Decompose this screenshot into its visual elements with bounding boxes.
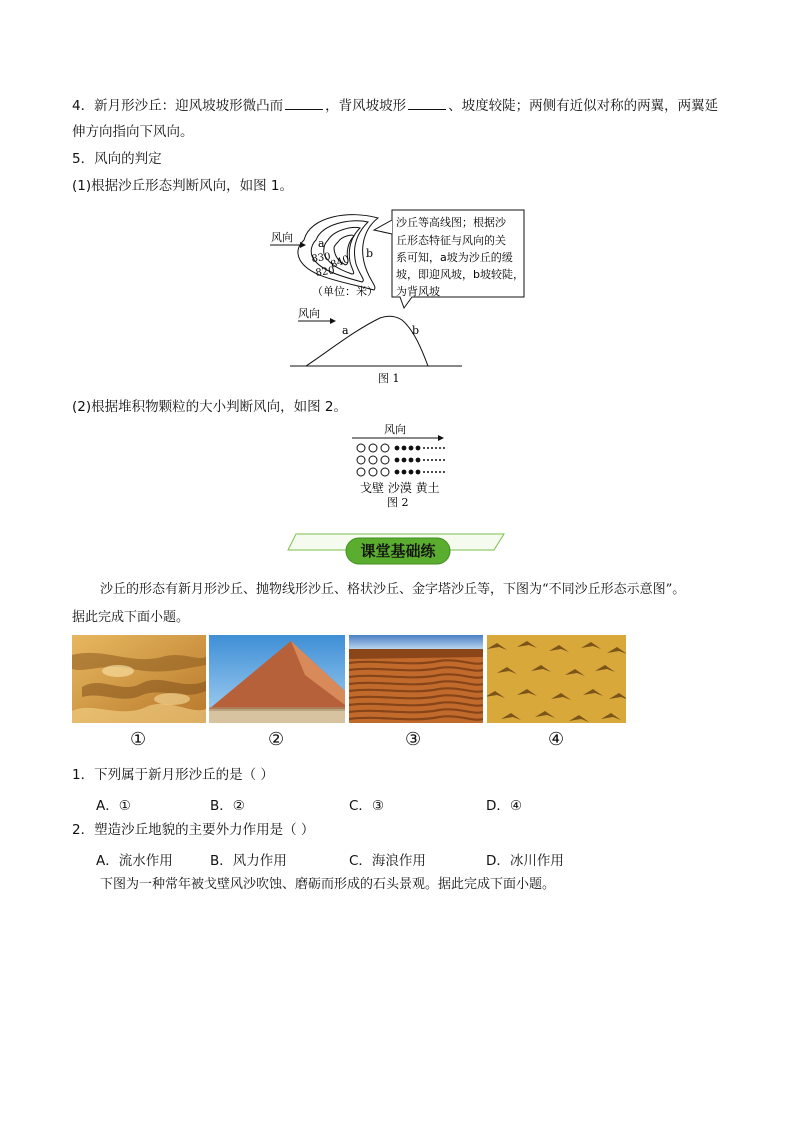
figure-2-wind-label: 风向 [384, 423, 406, 436]
question-1-stem: 1．下列属于新月形沙丘的是（ ） [72, 767, 274, 783]
grain-grid [357, 444, 445, 476]
item-2-text: (2)根据堆积物颗粒的大小判断风向，如图 2。 [72, 399, 348, 415]
question-1-option-a[interactable]: A．① [96, 798, 131, 814]
loess-grain [427, 471, 429, 473]
gravel-grain [369, 468, 377, 476]
dune-photo-3 [349, 635, 483, 723]
gravel-grain [369, 456, 377, 464]
loess-grain [435, 447, 437, 449]
point-4-line-2: 伸方向指向下风向。 [72, 124, 194, 140]
loess-grain [431, 447, 433, 449]
photo-label-1: ① [130, 729, 147, 750]
dune-photo-1 [72, 635, 206, 723]
point-5-heading: 5．风向的判定 [72, 151, 162, 167]
loess-grain [427, 459, 429, 461]
sand-grain [395, 458, 400, 463]
callout-line-4: 坡，即迎风坡，b坡较陡， [396, 268, 524, 281]
sand-grain [402, 446, 407, 451]
loess-grain [443, 471, 445, 473]
sand-grain [409, 446, 414, 451]
photo-label-2: ② [268, 729, 285, 750]
figure-2 [0, 420, 794, 510]
sand-grain [409, 458, 414, 463]
section-title: 课堂基础练 [360, 542, 436, 560]
loess-grain [431, 471, 433, 473]
sand-grain [416, 446, 421, 451]
callout-line-1: 沙丘等高线图；根据沙 [396, 216, 506, 229]
figure-1 [0, 200, 794, 400]
sand-grain [395, 470, 400, 475]
point-4-text-b: ，背风坡坡形 [325, 98, 407, 114]
gravel-grain [357, 444, 365, 452]
passage-2-line-1: 下图为一种常年被戈壁风沙吹蚀、磨砺而形成的石头景观。据此完成下面小题。 [100, 877, 556, 892]
loess-grain [443, 447, 445, 449]
figure-1-caption: 图 1 [378, 372, 400, 385]
fill-blank-2[interactable] [408, 97, 446, 110]
gravel-grain [381, 444, 389, 452]
sand-grain [402, 458, 407, 463]
gravel-grain [381, 468, 389, 476]
loess-grain [423, 471, 425, 473]
loess-grain [443, 459, 445, 461]
wind-label-bottom: 风向 [298, 307, 320, 320]
photo-label-3: ③ [405, 729, 422, 750]
loess-grain [423, 447, 425, 449]
sand-grain [416, 458, 421, 463]
contour-label-b: b [366, 247, 374, 260]
question-1-option-d[interactable]: D．④ [486, 798, 522, 814]
fill-blank-1[interactable] [285, 97, 323, 110]
callout-line-3: 系可知，a坡为沙丘的缓 [396, 251, 513, 264]
photo-label-4: ④ [548, 729, 565, 750]
contour-label-830: 830 [310, 251, 332, 265]
dune-photo-4 [487, 635, 626, 723]
question-2-option-c[interactable]: C．海浪作用 [349, 853, 426, 869]
callout-line-2: 丘形态特征与风向的关 [396, 234, 506, 247]
question-2-option-a[interactable]: A．流水作用 [96, 853, 173, 869]
sand-grain [416, 470, 421, 475]
sand-grain [395, 446, 400, 451]
loess-grain [427, 447, 429, 449]
gravel-grain [381, 456, 389, 464]
contour-label-a: a [318, 237, 325, 250]
figure-2-caption: 图 2 [387, 496, 409, 509]
question-2-option-b[interactable]: B．风力作用 [210, 853, 287, 869]
gravel-grain [357, 468, 365, 476]
passage-1-line-2: 据此完成下面小题。 [72, 610, 190, 625]
sand-grain [402, 470, 407, 475]
loess-grain [435, 471, 437, 473]
passage-1-line-1: 沙丘的形态有新月形沙丘、抛物线形沙丘、格状沙丘、金字塔沙丘等，下图为“不同沙丘形态示意图”。 [100, 582, 686, 597]
loess-grain [435, 459, 437, 461]
gravel-grain [369, 444, 377, 452]
loess-grain [439, 447, 441, 449]
item-1-text: (1)根据沙丘形态判断风向，如图 1。 [72, 178, 294, 194]
figure-2-zones: 戈壁 沙漠 黄土 [360, 481, 440, 495]
slope-label-b: b [412, 324, 420, 337]
question-2-stem: 2．塑造沙丘地貌的主要外力作用是（ ） [72, 822, 315, 838]
loess-grain [439, 459, 441, 461]
loess-grain [439, 471, 441, 473]
question-2-option-d[interactable]: D．冰川作用 [486, 853, 564, 869]
dune-photo-2 [209, 635, 345, 723]
point-4-text-c: 、坡度较陡；两侧有近似对称的两翼，两翼延 [448, 98, 719, 114]
point-4-line-1 [72, 97, 718, 115]
contour-label-840: 840 [329, 253, 351, 271]
sand-grain [409, 470, 414, 475]
gravel-grain [357, 456, 365, 464]
loess-grain [431, 459, 433, 461]
question-1-option-c[interactable]: C．③ [349, 798, 385, 814]
contour-label-820: 820 [314, 265, 336, 279]
question-1-option-b[interactable]: B．② [210, 798, 245, 814]
callout-line-5: 为背风坡 [396, 285, 440, 298]
wind-label-top: 风向 [271, 231, 293, 244]
slope-label-a: a [342, 324, 349, 337]
section-banner [0, 532, 794, 568]
unit-label: （单位：米） [312, 285, 378, 298]
loess-grain [423, 459, 425, 461]
point-4-text-a: 4．新月形沙丘：迎风坡坡形微凸而 [72, 98, 284, 114]
